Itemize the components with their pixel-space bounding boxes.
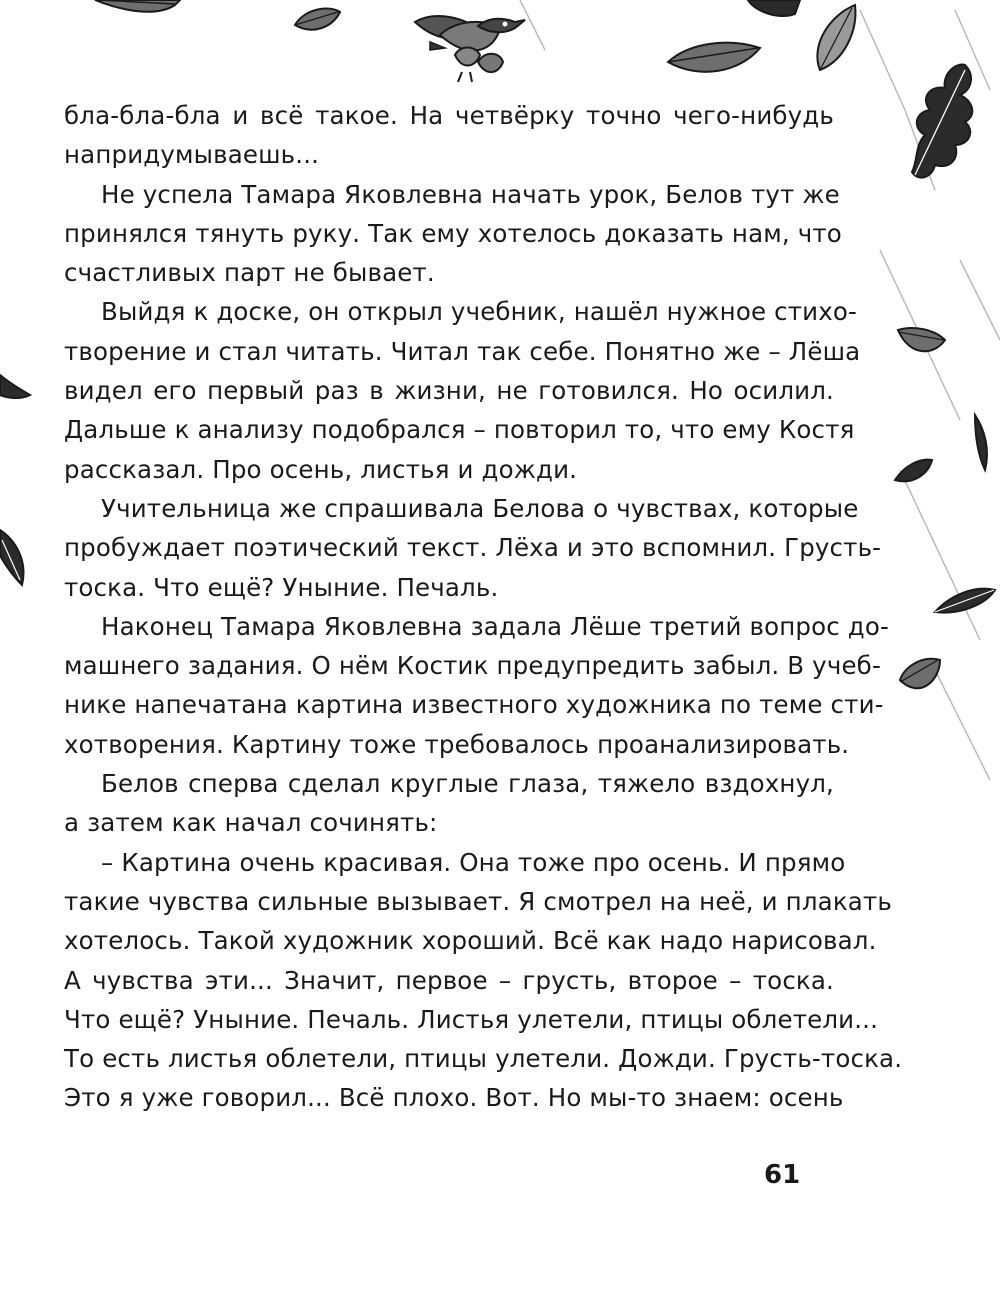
text-line: напридумываешь...: [64, 140, 320, 170]
text-line: машнего задания. О нём Костик предупредить забыл. В учеб-: [64, 651, 881, 681]
paragraph: [64, 292, 861, 488]
page-body-text: [64, 96, 903, 1118]
paragraph: [64, 843, 903, 1118]
text-line: принялся тянуть руку. Так ему хотелось доказать нам, что: [64, 218, 842, 248]
paragraph: [64, 96, 834, 175]
text-line: нике напечатана картина известного художника по теме сти-: [64, 690, 884, 720]
text-line: Наконец Тамара Яковлевна задала Лёше третий вопрос до-: [101, 611, 889, 641]
text-line: – Картина очень красивая. Она тоже про осень. И прямо: [101, 847, 846, 877]
leaf-right-4-icon: [935, 589, 995, 613]
text-line: Не успела Тамара Яковлевна начать урок, Белов тут же: [101, 179, 840, 209]
text-line: такие чувства сильные вызывает. Я смотрел на неё, и плакать: [64, 886, 892, 916]
leaf-bird-icon: [415, 16, 525, 82]
text-line: хотелось. Такой художник хороший. Всё как надо нарисовал.: [64, 926, 877, 956]
text-line: То есть листья облетели, птицы улетели. Дожди. Грусть-тоска.: [64, 1044, 903, 1074]
paragraph: [64, 489, 882, 607]
text-line: Это я уже говорил... Всё плохо. Вот. Но мы-то знаем: осень: [64, 1083, 844, 1113]
leaf-right-1-icon: [898, 328, 945, 351]
leaf-small-top-icon: [295, 8, 340, 29]
text-line: видел его первый раз в жизни, не готовился. Но осилил.: [64, 376, 834, 406]
leaf-right-2-icon: [975, 415, 987, 470]
paragraph: [64, 764, 834, 843]
leaf-left-edge-icon: [0, 375, 30, 398]
text-line: Дальше к анализу подобрался – повторил то, что ему Костя: [64, 415, 855, 445]
text-line: Учительница же спрашивала Белова о чувствах, которые: [101, 493, 859, 523]
text-line: счастливых парт не бывает.: [64, 258, 435, 288]
text-line: бла-бла-бла и всё такое. На четвёрку точно чего-нибудь: [64, 101, 834, 130]
page-number: 61: [764, 1160, 801, 1190]
leaf-curl-icon: [817, 5, 855, 70]
leaf-right-5-icon: [900, 659, 940, 689]
text-line: пробуждает поэтический текст. Лёха и это вспомнил. Грусть-: [64, 533, 882, 563]
leaf-top-right-icon: [668, 43, 760, 72]
text-line: Что ещё? Уныние. Печаль. Листья улетели, птицы облетели...: [64, 1004, 879, 1034]
leaf-left-edge-2-icon: [0, 530, 23, 585]
text-line: а затем как начал сочинять:: [64, 808, 438, 838]
leaf-top-right-2-icon: [748, 0, 800, 16]
text-line: творение и стал читать. Читал так себе. Понятно же – Лёша: [64, 336, 861, 366]
paragraph: [64, 607, 889, 764]
text-line: А чувства эти... Значит, первое – грусть, второе – тоска.: [64, 965, 834, 995]
text-line: хотворения. Картину тоже требовалось проанализировать.: [64, 729, 850, 759]
text-line: Выйдя к доске, он открыл учебник, нашёл нужное стихо-: [101, 297, 858, 327]
text-line: Белов сперва сделал круглые глаза, тяжело вздохнул,: [101, 769, 834, 799]
text-line: рассказал. Про осень, листья и дожди.: [64, 454, 578, 484]
leaf-top-left-icon: [95, 0, 180, 12]
paragraph: [64, 175, 842, 293]
text-line: тоска. Что ещё? Уныние. Печаль.: [64, 572, 499, 602]
oak-leaf-icon: [912, 65, 972, 178]
